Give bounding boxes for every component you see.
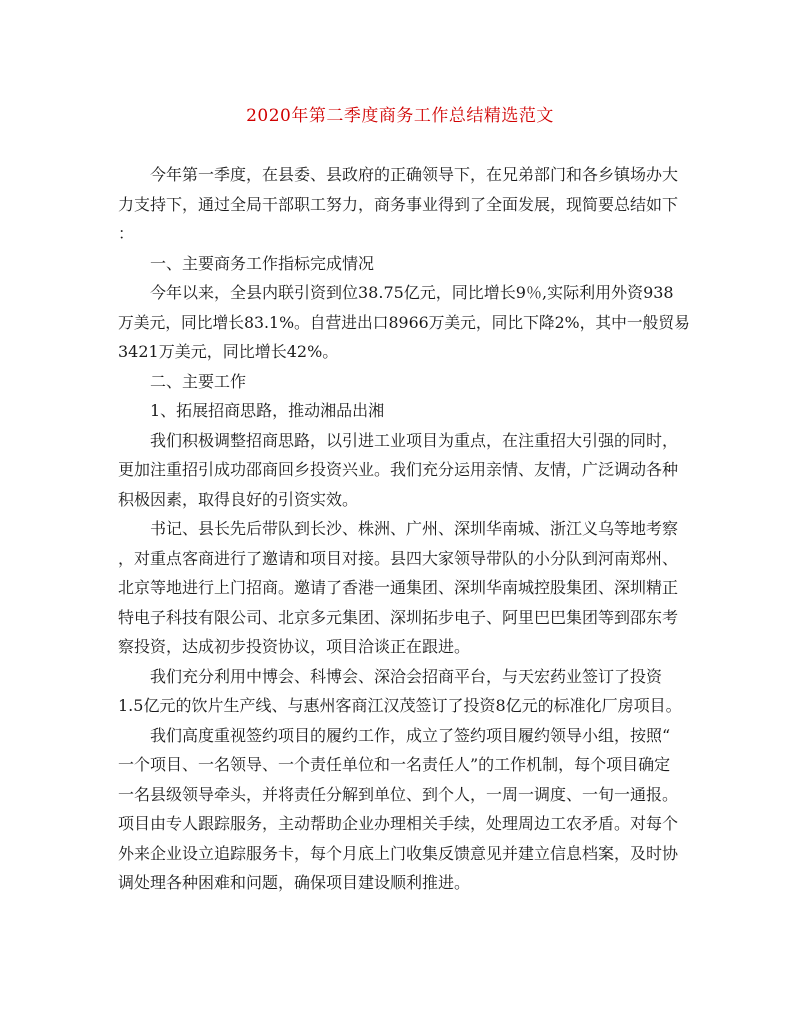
body-line: 我们充分利用中博会、科博会、深洽会招商平台，与天宏药业签订了投资 xyxy=(150,666,663,686)
body-line: 3421万美元，同比增长42%。 xyxy=(118,342,339,361)
document-body xyxy=(118,160,693,898)
body-line: 一名县级领导牵头，并将责任分解到单位、到个人，一周一调度、一旬一通报。 xyxy=(118,784,679,804)
body-line: 书记、县长先后带队到长沙、株洲、广州、深圳华南城、浙江义乌等地考察 xyxy=(150,519,679,538)
body-line: 今年以来，全县内联引资到位38.75亿元，同比增长9％,实际利用外资938 xyxy=(150,283,674,302)
body-line: 今年第一季度，在县委、县政府的正确领导下，在兄弟部门和各乡镇场办大 xyxy=(150,165,679,184)
body-line: 万美元，同比增长83.1%。自营进出口8966万美元，同比下降2%，其中一般贸易 xyxy=(118,312,690,332)
body-line: 调处理各种困难和问题，确保项目建设顺利推进。 xyxy=(118,873,471,892)
body-line: 积极因素，取得良好的引资实效。 xyxy=(118,489,359,509)
body-line: 更加注重招引成功邵商回乡投资兴业。我们充分运用亲情、友情，广泛调动各种 xyxy=(118,460,679,479)
section-heading: 一、主要商务工作指标完成情况 xyxy=(150,253,375,273)
body-line: 特电子科技有限公司、北京多元集团、深圳拓步电子、阿里巴巴集团等到邵东考 xyxy=(118,607,679,627)
body-line: ，对重点客商进行了邀请和项目对接。县四大家领导带队的小分队到河南郑州、 xyxy=(118,548,679,568)
body-line: 一个项目、一名领导、一个责任单位和一名责任人”的工作机制，每个项目确定 xyxy=(118,755,671,774)
body-line: 1.5亿元的饮片生产线、与惠州客商江汉茂签订了投资8亿元的标准化厂房项目。 xyxy=(118,696,682,715)
document-title: 2020年第二季度商务工作总结精选范文 xyxy=(246,106,554,126)
body-line: 外来企业设立追踪服务卡，每个月底上门收集反馈意见并建立信息档案，及时协 xyxy=(118,843,679,863)
body-line: 项目由专人跟踪服务，主动帮助企业办理相关手续，处理周边工农矛盾。对每个 xyxy=(118,814,679,833)
subsection-heading: 1、拓展招商思路，推动湘品出湘 xyxy=(150,401,385,420)
body-line: 察投资，达成初步投资协议，项目洽谈正在跟进。 xyxy=(118,637,471,656)
body-line: 力支持下，通过全局干部职工努力，商务事业得到了全面发展，现简要总结如下 xyxy=(118,194,679,214)
body-line: 我们积极调整招商思路，以引进工业项目为重点，在注重招大引强的同时， xyxy=(150,430,679,450)
body-line: 我们高度重视签约项目的履约工作，成立了签约项目履约领导小组，按照“ xyxy=(150,725,671,745)
body-line: ： xyxy=(118,224,135,243)
section-heading: 二、主要工作 xyxy=(150,371,247,391)
body-line: 北京等地进行上门招商。邀请了香港一通集团、深圳华南城控股集团、深圳精正 xyxy=(118,578,679,597)
